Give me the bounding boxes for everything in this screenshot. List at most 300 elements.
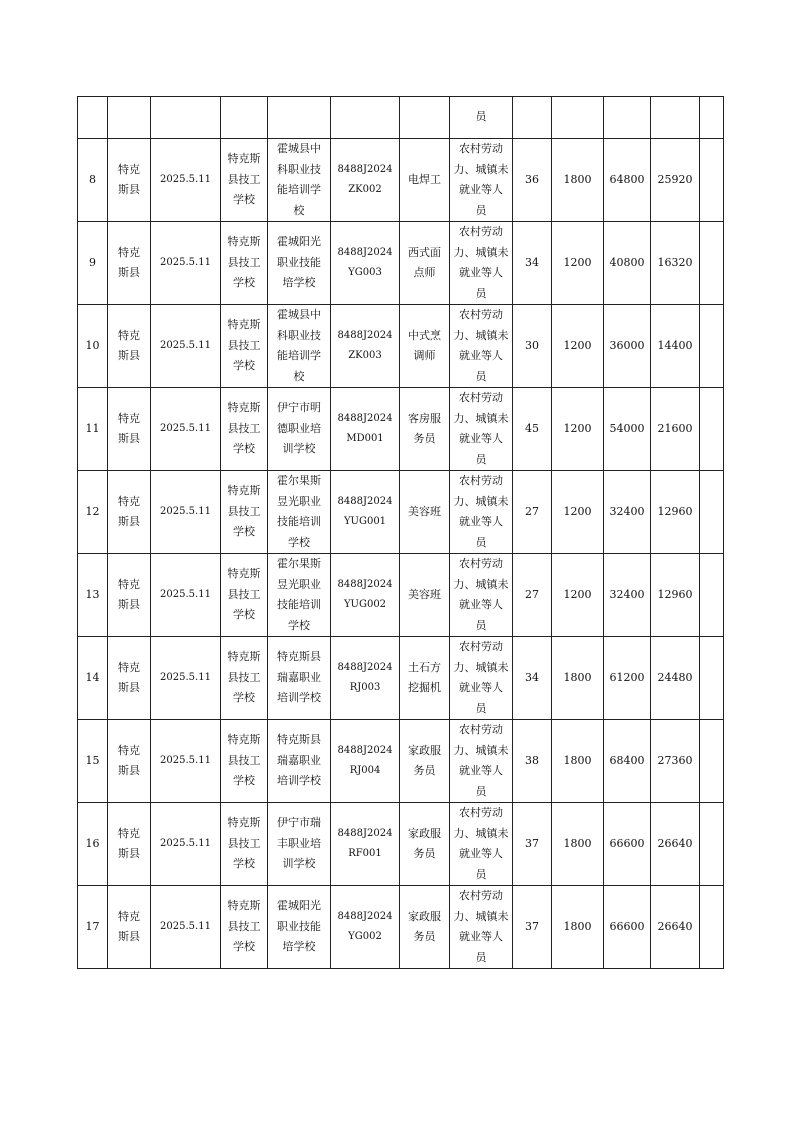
school-cell	[268, 554, 331, 637]
total-cell: 66600	[604, 886, 651, 969]
class-code-cell	[331, 305, 400, 388]
standard-cell: 1200	[552, 222, 604, 305]
school-cell	[268, 139, 331, 222]
target-group-cell-line: 力、城镇未	[453, 162, 509, 176]
target-group-cell-line: 农村劳动	[459, 640, 503, 653]
school-cell-line: 训学校	[282, 857, 316, 871]
row-number-cell: 8	[78, 139, 108, 222]
table-row	[78, 637, 724, 720]
target-group-cell-line: 农村劳动	[459, 806, 503, 819]
county-cell	[108, 554, 151, 637]
county-cell	[108, 720, 151, 803]
county-cell-line: 特克	[118, 577, 140, 591]
subsidy-cell: 26640	[651, 803, 700, 886]
trainee-count-cell: 27	[513, 471, 552, 554]
organizer-cell	[221, 803, 268, 886]
trade-cell-line: 务员	[413, 432, 436, 445]
county-cell-line: 斯县	[118, 515, 140, 528]
target-group-cell-line: 就业等人	[459, 764, 503, 777]
county-cell	[108, 305, 151, 388]
note-cell	[700, 803, 724, 886]
class-code-cell-line: 8488J2024	[337, 163, 393, 175]
organizer-cell-line: 特克斯	[227, 816, 261, 830]
total-cell: 32400	[604, 554, 651, 637]
organizer-cell	[221, 886, 268, 969]
target-group-cell-line: 员	[475, 535, 487, 549]
trade-cell	[400, 471, 450, 554]
school-cell-line: 霍城阳光	[277, 899, 321, 913]
trade-cell	[400, 803, 450, 886]
school-cell-line: 职业技能	[277, 255, 321, 269]
trade-cell-line: 家政服	[408, 743, 441, 757]
trade-cell-line: 务员	[413, 764, 436, 777]
trade-cell	[400, 139, 450, 222]
date-cell: 2025.5.11	[151, 720, 221, 803]
class-code-cell-line: RJ003	[349, 682, 381, 693]
trade-cell-line: 土石方	[408, 660, 441, 674]
row-number-cell: 10	[78, 305, 108, 388]
table-cell	[604, 97, 651, 139]
target-group-cell-line: 就业等人	[459, 266, 503, 279]
school-cell-line: 训学校	[282, 442, 316, 456]
organizer-cell	[221, 388, 268, 471]
organizer-cell-line: 学校	[233, 857, 255, 871]
organizer-cell-line: 特克斯	[227, 650, 261, 664]
county-cell-line: 特克	[118, 162, 140, 176]
county-cell-line: 斯县	[118, 930, 140, 943]
subsidy-cell: 25920	[651, 139, 700, 222]
organizer-cell-line: 县技工	[227, 919, 261, 933]
class-code-cell	[331, 886, 400, 969]
organizer-cell-line: 特克斯	[227, 899, 261, 913]
organizer-cell	[221, 139, 268, 222]
organizer-cell-line: 学校	[233, 359, 255, 373]
table-row	[78, 720, 724, 803]
organizer-cell-line: 特克斯	[227, 484, 261, 498]
trainee-count-cell: 37	[513, 886, 552, 969]
organizer-cell-line: 学校	[233, 442, 255, 456]
note-cell	[700, 471, 724, 554]
school-cell-line: 霍尔果斯	[277, 557, 321, 570]
class-code-cell-line: 8488J2024	[337, 246, 393, 258]
class-code-cell-line: MD001	[346, 433, 384, 444]
trade-cell	[400, 886, 450, 969]
date-cell: 2025.5.11	[151, 554, 221, 637]
target-group-cell-line: 就业等人	[459, 930, 503, 943]
trade-cell-line: 点师	[413, 266, 436, 279]
county-cell-line: 特克	[118, 743, 140, 757]
table-row	[78, 471, 724, 554]
target-group-cell-line: 力、城镇未	[453, 328, 509, 342]
note-cell	[700, 388, 724, 471]
target-group-cell-line: 员	[475, 618, 487, 632]
school-cell-line: 职业技能	[277, 919, 321, 933]
county-cell-line: 斯县	[118, 183, 140, 196]
class-code-cell-line: 8488J2024	[337, 910, 393, 922]
county-cell-line: 斯县	[118, 349, 140, 362]
subsidy-cell: 12960	[651, 471, 700, 554]
target-group-cell	[450, 139, 513, 222]
county-cell-line: 特克	[118, 411, 140, 425]
target-group-cell-line: 员	[475, 452, 487, 466]
table-cell	[552, 97, 604, 139]
county-cell	[108, 471, 151, 554]
standard-cell: 1200	[552, 554, 604, 637]
organizer-cell-line: 县技工	[227, 172, 261, 186]
county-cell-line: 斯县	[118, 432, 140, 445]
table-cell	[651, 97, 700, 139]
row-number-cell: 11	[78, 388, 108, 471]
trade-cell-line: 电焊工	[408, 172, 441, 186]
table-cell	[513, 97, 552, 139]
class-code-cell-line: 8488J2024	[337, 412, 393, 424]
school-cell-line: 培训学校	[277, 774, 321, 788]
trade-cell-line: 家政服	[408, 909, 441, 923]
class-code-cell-line: ZK002	[348, 184, 382, 195]
table-cell	[108, 97, 151, 139]
target-group-cell	[450, 471, 513, 554]
standard-cell: 1200	[552, 388, 604, 471]
class-code-cell	[331, 139, 400, 222]
date-cell: 2025.5.11	[151, 471, 221, 554]
county-cell	[108, 388, 151, 471]
organizer-cell-line: 学校	[233, 774, 255, 788]
target-group-cell-line: 力、城镇未	[453, 826, 509, 840]
target-group-cell	[450, 388, 513, 471]
training-subsidy-table	[77, 96, 724, 969]
table-row-continued	[78, 97, 724, 139]
county-cell-line: 特克	[118, 826, 140, 840]
total-cell: 36000	[604, 305, 651, 388]
school-cell-line: 霍城县中	[277, 142, 321, 155]
class-code-cell-line: RJ004	[349, 765, 381, 776]
trade-cell-line: 务员	[413, 930, 436, 943]
school-cell-line: 特克斯县	[277, 733, 321, 747]
school-cell-line: 校	[293, 369, 305, 383]
row-number-cell: 14	[78, 637, 108, 720]
organizer-cell-line: 县技工	[227, 421, 261, 435]
county-cell	[108, 886, 151, 969]
class-code-cell	[331, 720, 400, 803]
school-cell-line: 丰职业培	[277, 836, 321, 850]
target-group-cell-line: 就业等人	[459, 432, 503, 445]
subsidy-cell: 14400	[651, 305, 700, 388]
total-cell: 68400	[604, 720, 651, 803]
school-cell-line: 德职业培	[277, 421, 321, 435]
date-cell: 2025.5.11	[151, 886, 221, 969]
school-cell-line: 技能培训	[277, 598, 321, 611]
county-cell-line: 特克	[118, 660, 140, 674]
county-cell-line: 斯县	[118, 598, 140, 611]
class-code-cell-line: YUG002	[343, 599, 387, 610]
table-cell: 员	[450, 97, 513, 139]
target-group-cell-line: 农村劳动	[459, 723, 503, 736]
trade-cell	[400, 388, 450, 471]
table-row	[78, 139, 724, 222]
trade-cell-line: 美容班	[408, 587, 441, 601]
standard-cell: 1800	[552, 803, 604, 886]
class-code-cell	[331, 388, 400, 471]
standard-cell: 1800	[552, 886, 604, 969]
target-group-cell-line: 就业等人	[459, 515, 503, 528]
trade-cell	[400, 637, 450, 720]
school-cell-line: 能培训学	[277, 183, 321, 196]
target-group-cell-line: 农村劳动	[459, 142, 503, 155]
organizer-cell-line: 学校	[233, 525, 255, 539]
trade-cell-line: 务员	[413, 847, 436, 860]
table-body	[78, 97, 724, 969]
organizer-cell	[221, 554, 268, 637]
county-cell-line: 特克	[118, 909, 140, 923]
school-cell	[268, 388, 331, 471]
target-group-cell-line: 员	[475, 950, 487, 964]
row-number-cell: 17	[78, 886, 108, 969]
note-cell	[700, 305, 724, 388]
school-cell-line: 校	[293, 203, 305, 217]
table-cell	[331, 97, 400, 139]
school-cell-line: 霍尔果斯	[277, 474, 321, 487]
note-cell	[700, 637, 724, 720]
class-code-cell-line: 8488J2024	[337, 661, 393, 673]
school-cell	[268, 637, 331, 720]
school-cell-line: 昱光职业	[277, 494, 321, 508]
table-row	[78, 388, 724, 471]
target-group-cell-line: 农村劳动	[459, 889, 503, 902]
note-cell	[700, 886, 724, 969]
target-group-cell-line: 力、城镇未	[453, 577, 509, 591]
school-cell	[268, 222, 331, 305]
county-cell-line: 斯县	[118, 681, 140, 694]
target-group-cell-line: 员	[475, 286, 487, 300]
trade-cell	[400, 554, 450, 637]
organizer-cell	[221, 471, 268, 554]
organizer-cell-line: 县技工	[227, 836, 261, 850]
school-cell-line: 培学校	[282, 276, 316, 290]
organizer-cell-line: 特克斯	[227, 152, 261, 166]
class-code-cell-line: 8488J2024	[337, 827, 393, 839]
class-code-cell-line: YG003	[348, 267, 382, 278]
county-cell-line: 特克	[118, 245, 140, 259]
trade-cell	[400, 305, 450, 388]
organizer-cell-line: 特克斯	[227, 235, 261, 249]
target-group-cell-line: 力、城镇未	[453, 494, 509, 508]
school-cell-line: 培训学校	[277, 691, 321, 705]
target-group-cell-line: 就业等人	[459, 681, 503, 694]
standard-cell: 1800	[552, 637, 604, 720]
trainee-count-cell: 36	[513, 139, 552, 222]
school-cell-line: 科职业技	[277, 328, 321, 342]
trainee-count-cell: 37	[513, 803, 552, 886]
target-group-cell-line: 农村劳动	[459, 474, 503, 487]
organizer-cell-line: 特克斯	[227, 733, 261, 747]
target-group-cell-line: 农村劳动	[459, 225, 503, 238]
target-group-cell-line: 就业等人	[459, 598, 503, 611]
class-code-cell-line: 8488J2024	[337, 495, 393, 507]
trainee-count-cell: 45	[513, 388, 552, 471]
school-cell-line: 技能培训	[277, 515, 321, 528]
organizer-cell-line: 学校	[233, 608, 255, 622]
target-group-cell	[450, 554, 513, 637]
organizer-cell-line: 县技工	[227, 753, 261, 767]
table-row	[78, 222, 724, 305]
target-group-cell-line: 力、城镇未	[453, 245, 509, 259]
organizer-cell-line: 县技工	[227, 670, 261, 684]
subsidy-cell: 21600	[651, 388, 700, 471]
organizer-cell	[221, 305, 268, 388]
county-cell-line: 斯县	[118, 764, 140, 777]
school-cell-line: 科职业技	[277, 162, 321, 176]
county-cell	[108, 803, 151, 886]
table-cell	[268, 97, 331, 139]
target-group-cell-line: 员	[475, 867, 487, 881]
target-group-cell	[450, 886, 513, 969]
target-group-cell-line: 力、城镇未	[453, 660, 509, 674]
organizer-cell-line: 县技工	[227, 338, 261, 352]
target-group-cell-line: 农村劳动	[459, 308, 503, 321]
class-code-cell	[331, 471, 400, 554]
target-group-cell	[450, 720, 513, 803]
school-cell-line: 瑞嘉职业	[277, 753, 321, 767]
total-cell: 61200	[604, 637, 651, 720]
row-number-cell: 9	[78, 222, 108, 305]
school-cell-line: 学校	[288, 618, 310, 632]
total-cell: 54000	[604, 388, 651, 471]
class-code-cell	[331, 803, 400, 886]
organizer-cell-line: 学校	[233, 276, 255, 290]
county-cell	[108, 637, 151, 720]
class-code-cell-line: ZK003	[348, 350, 382, 361]
organizer-cell	[221, 222, 268, 305]
county-cell	[108, 139, 151, 222]
organizer-cell-line: 特克斯	[227, 318, 261, 332]
organizer-cell-line: 县技工	[227, 504, 261, 518]
target-group-cell-line: 员	[475, 784, 487, 798]
trainee-count-cell: 34	[513, 637, 552, 720]
note-cell	[700, 720, 724, 803]
county-cell-line: 斯县	[118, 847, 140, 860]
table-row	[78, 554, 724, 637]
table-cell	[78, 97, 108, 139]
subsidy-cell: 24480	[651, 637, 700, 720]
total-cell: 64800	[604, 139, 651, 222]
trade-cell-line: 美容班	[408, 504, 441, 518]
county-cell-line: 斯县	[118, 266, 140, 279]
organizer-cell	[221, 637, 268, 720]
county-cell	[108, 222, 151, 305]
date-cell: 2025.5.11	[151, 305, 221, 388]
target-group-cell-line: 员	[475, 203, 487, 217]
trade-cell	[400, 720, 450, 803]
table-cell	[700, 97, 724, 139]
trade-cell-line: 挖掘机	[408, 681, 441, 694]
subsidy-cell: 16320	[651, 222, 700, 305]
trade-cell-line: 家政服	[408, 826, 441, 840]
organizer-cell-line: 特克斯	[227, 401, 261, 415]
organizer-cell-line: 县技工	[227, 587, 261, 601]
row-number-cell: 16	[78, 803, 108, 886]
trade-cell-line: 中式烹	[408, 328, 441, 342]
school-cell	[268, 305, 331, 388]
table-cell	[151, 97, 221, 139]
note-cell	[700, 139, 724, 222]
target-group-cell-line: 员	[475, 369, 487, 383]
school-cell	[268, 803, 331, 886]
table-row	[78, 886, 724, 969]
school-cell-line: 能培训学	[277, 349, 321, 362]
row-number-cell: 12	[78, 471, 108, 554]
class-code-cell-line: 8488J2024	[337, 329, 393, 341]
trainee-count-cell: 34	[513, 222, 552, 305]
trainee-count-cell: 30	[513, 305, 552, 388]
school-cell-line: 霍城阳光	[277, 235, 321, 249]
school-cell-line: 伊宁市瑞	[277, 816, 321, 830]
target-group-cell	[450, 305, 513, 388]
organizer-cell	[221, 720, 268, 803]
target-group-cell-line: 就业等人	[459, 349, 503, 362]
row-number-cell: 15	[78, 720, 108, 803]
organizer-cell-line: 县技工	[227, 255, 261, 269]
target-group-cell-line: 就业等人	[459, 183, 503, 196]
standard-cell: 1200	[552, 471, 604, 554]
organizer-cell-line: 学校	[233, 940, 255, 954]
total-cell: 32400	[604, 471, 651, 554]
trade-cell-line: 西式面	[408, 245, 441, 259]
school-cell-line: 伊宁市明	[277, 401, 321, 415]
subsidy-cell: 27360	[651, 720, 700, 803]
target-group-cell-line: 力、城镇未	[453, 909, 509, 923]
table-cell	[221, 97, 268, 139]
class-code-cell-line: 8488J2024	[337, 578, 393, 590]
target-group-cell	[450, 637, 513, 720]
trade-cell-line: 客房服	[408, 411, 441, 425]
subsidy-cell: 12960	[651, 554, 700, 637]
subsidy-cell: 26640	[651, 886, 700, 969]
class-code-cell	[331, 554, 400, 637]
county-cell-line: 特克	[118, 328, 140, 342]
standard-cell: 1200	[552, 305, 604, 388]
trade-cell-line: 调师	[413, 349, 436, 362]
organizer-cell-line: 特克斯	[227, 567, 261, 581]
organizer-cell-line: 学校	[233, 691, 255, 705]
target-group-cell-line: 力、城镇未	[453, 743, 509, 757]
date-cell: 2025.5.11	[151, 139, 221, 222]
class-code-cell	[331, 222, 400, 305]
date-cell: 2025.5.11	[151, 637, 221, 720]
target-group-cell	[450, 803, 513, 886]
trainee-count-cell: 27	[513, 554, 552, 637]
date-cell: 2025.5.11	[151, 388, 221, 471]
note-cell	[700, 222, 724, 305]
target-group-cell-line: 农村劳动	[459, 391, 503, 404]
target-group-cell	[450, 222, 513, 305]
row-number-cell: 13	[78, 554, 108, 637]
school-cell-line: 霍城县中	[277, 308, 321, 321]
school-cell-line: 学校	[288, 535, 310, 549]
school-cell-line: 昱光职业	[277, 577, 321, 591]
standard-cell: 1800	[552, 720, 604, 803]
county-cell-line: 特克	[118, 494, 140, 508]
target-group-cell-line: 员	[475, 701, 487, 715]
target-group-cell-line: 力、城镇未	[453, 411, 509, 425]
class-code-cell-line: YG002	[348, 931, 382, 942]
table-row	[78, 305, 724, 388]
school-cell	[268, 471, 331, 554]
target-group-cell-line: 就业等人	[459, 847, 503, 860]
class-code-cell	[331, 637, 400, 720]
trainee-count-cell: 38	[513, 720, 552, 803]
school-cell	[268, 720, 331, 803]
trade-cell	[400, 222, 450, 305]
